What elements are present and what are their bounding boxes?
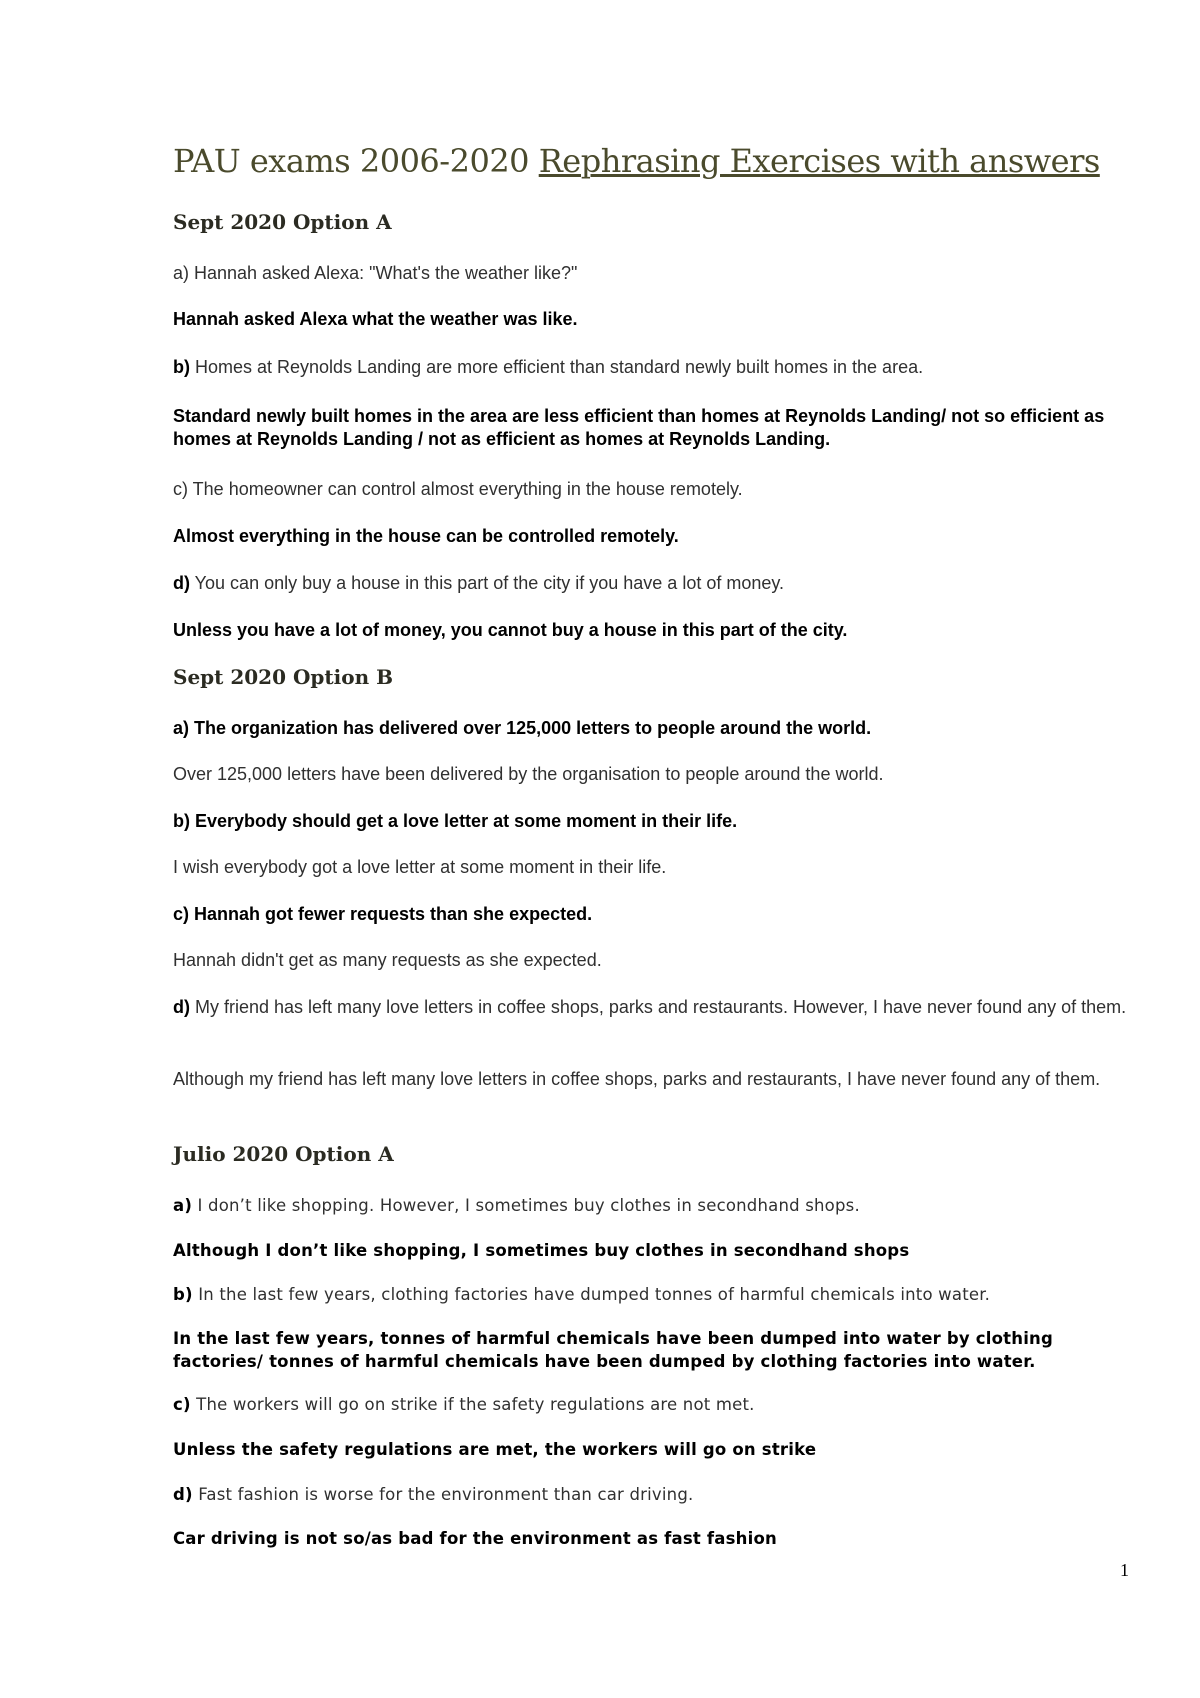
question-c [173,1393,1133,1416]
section-heading-sept-b: Sept 2020 Option B [173,665,393,689]
question-label: d) [173,997,190,1017]
answer-b: I wish everybody got a love letter at some moment in their life. [173,857,667,877]
answer-b: In the last few years, tonnes of harmful chemicals have been dumped into water by clothing factories/ tonnes of harmful chemicals have been dumped by clothing factories into water. [173,1329,1054,1371]
question-text: I don’t like shopping. However, I sometimes buy clothes in secondhand shops. [192,1196,860,1215]
question-a: a) The organization has delivered over 125,000 letters to people around the world. [173,718,872,738]
section-heading-sept-a: Sept 2020 Option A [173,210,392,234]
document-title [173,142,1100,180]
answer-d: Unless you have a lot of money, you cannot buy a house in this part of the city. [173,620,848,640]
question-text: Homes at Reynolds Landing are more efficient than standard newly built homes in the area. [190,357,924,377]
answer-c: Almost everything in the house can be controlled remotely. [173,526,679,546]
question-d [173,996,1133,1019]
answer-a: Over 125,000 letters have been delivered by the organisation to people around the world. [173,764,884,784]
question-text: My friend has left many love letters in coffee shops, parks and restaurants. However, I have never found any of them. [190,997,1127,1017]
question-text: The workers will go on strike if the safety regulations are not met. [190,1395,755,1414]
answer-a: Although I don’t like shopping, I sometimes buy clothes in secondhand shops [173,1241,910,1260]
title-underlined: Rephrasing Exercises with answers [538,142,1100,180]
question-b: b) Everybody should get a love letter at some moment in their life. [173,811,738,831]
answer-c: Hannah didn't get as many requests as she expected. [173,950,602,970]
answer-d: Car driving is not so/as bad for the environment as fast fashion [173,1529,777,1548]
question-label: b) [173,1285,193,1304]
question-label: a) [173,1196,193,1215]
question-label: d) [173,573,190,593]
page-number: 1 [1120,1560,1129,1580]
answer-b: Standard newly built homes in the area are less efficient than homes at Reynolds Landing/ not so efficient as homes at Reynolds Landing / not as efficient as homes at Reynolds Landing. [173,406,1105,449]
title-plain: PAU exams 2006-2020 [173,142,539,180]
question-label: b) [173,357,190,377]
question-label: c) [173,1395,191,1414]
question-b [173,356,1133,379]
question-text: You can only buy a house in this part of the city if you have a lot of money. [190,573,785,593]
question-label: d) [173,1485,193,1504]
question-a [173,1194,1133,1217]
answer-a: Hannah asked Alexa what the weather was like. [173,309,578,329]
question-text: Fast fashion is worse for the environment than car driving. [192,1485,694,1504]
question-text: In the last few years, clothing factories have dumped tonnes of harmful chemicals into water. [192,1285,991,1304]
question-d [173,1483,1133,1506]
section-heading-julio-a: Julio 2020 Option A [173,1142,394,1166]
answer-d: Although my friend has left many love letters in coffee shops, parks and restaurants, I have never found any of them. [173,1069,1101,1089]
question-a: a) Hannah asked Alexa: "What's the weather like?" [173,263,578,283]
answer-c: Unless the safety regulations are met, the workers will go on strike [173,1440,817,1459]
question-c: c) Hannah got fewer requests than she expected. [173,904,593,924]
question-b [173,1283,1133,1306]
question-c: c) The homeowner can control almost everything in the house remotely. [173,479,743,499]
question-d [173,572,1133,595]
